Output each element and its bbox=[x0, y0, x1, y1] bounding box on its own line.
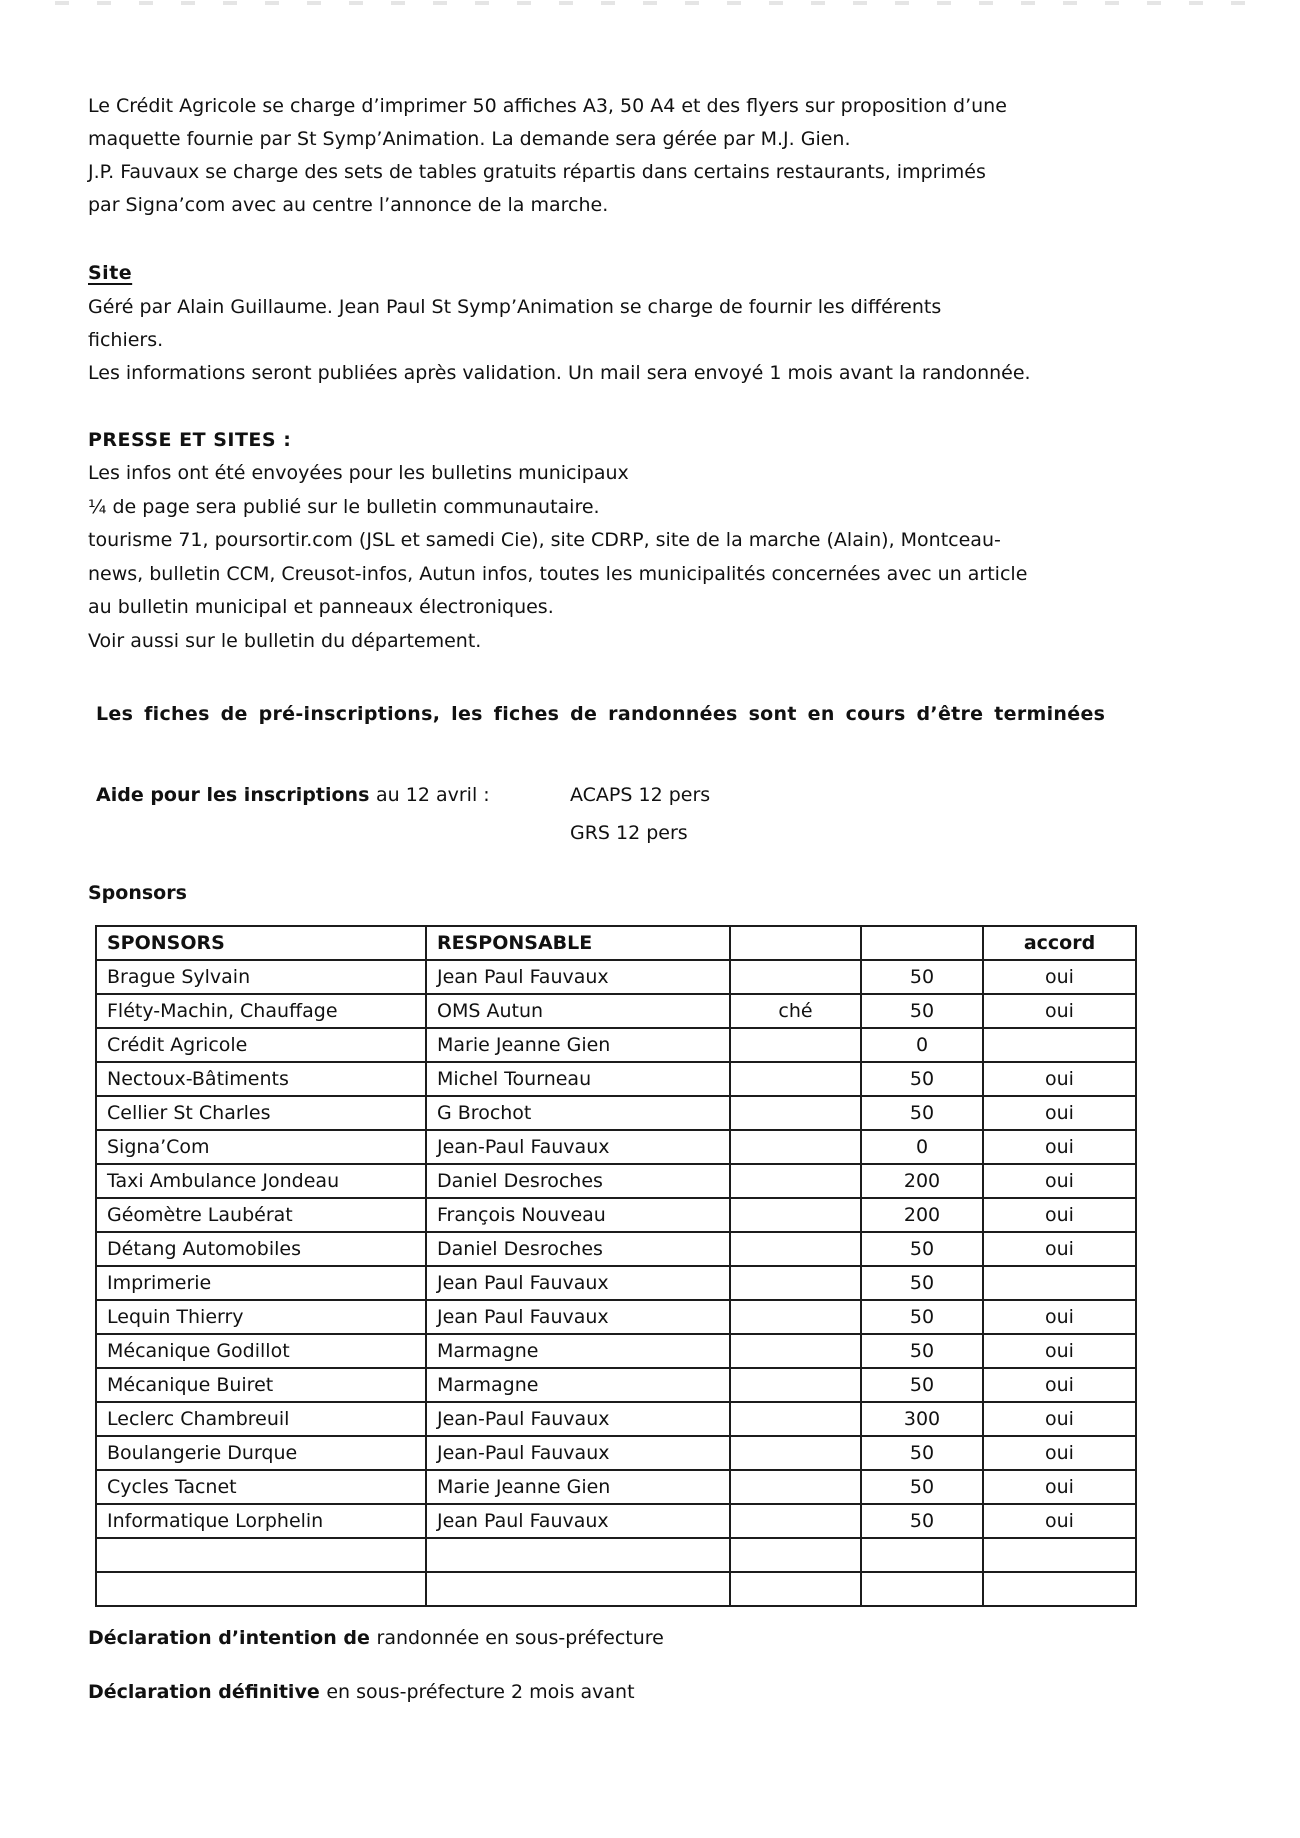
section-heading-presse: PRESSE ET SITES : bbox=[88, 429, 292, 451]
table-row bbox=[96, 1402, 1136, 1436]
cell-accord: oui bbox=[983, 1334, 1136, 1368]
cell-col3 bbox=[730, 1402, 861, 1436]
text-line: ¼ de page sera publié sur le bulletin communautaire. bbox=[88, 495, 600, 518]
declaration-definitive-rest: en sous-préfecture 2 mois avant bbox=[326, 1681, 635, 1703]
cell-sponsor: Boulangerie Durque bbox=[96, 1436, 426, 1470]
text-line: Les infos ont été envoyées pour les bulletins municipaux bbox=[88, 462, 629, 484]
table-row bbox=[96, 1436, 1136, 1470]
cell-responsable bbox=[426, 1572, 730, 1606]
declaration-definitive-bold: Déclaration définitive bbox=[88, 1681, 320, 1703]
table-row bbox=[96, 1096, 1136, 1130]
text-line: Voir aussi sur le bulletin du département. bbox=[88, 629, 482, 652]
cell-responsable: Jean Paul Fauvaux bbox=[426, 960, 730, 994]
cell-col3 bbox=[730, 1538, 861, 1572]
aide-label-bold: Aide pour les inscriptions bbox=[96, 784, 370, 806]
cell-montant: 50 bbox=[861, 1266, 983, 1300]
cell-montant bbox=[861, 1572, 983, 1606]
cell-accord: oui bbox=[983, 1300, 1136, 1334]
cell-accord: oui bbox=[983, 1232, 1136, 1266]
cell-responsable: Jean-Paul Fauvaux bbox=[426, 1402, 730, 1436]
cell-sponsor: Cycles Tacnet bbox=[96, 1470, 426, 1504]
text-line: news, bulletin CCM, Creusot-infos, Autun infos, toutes les municipalités concernées avec un article bbox=[88, 562, 1028, 585]
table-row bbox=[96, 1504, 1136, 1538]
cell-responsable: Marmagne bbox=[426, 1334, 730, 1368]
cell-responsable: Jean Paul Fauvaux bbox=[426, 1300, 730, 1334]
sponsors-label: Sponsors bbox=[88, 882, 187, 904]
text-line: par Signa’com avec au centre l’annonce de la marche. bbox=[88, 194, 609, 216]
sponsors-table bbox=[95, 925, 1137, 1607]
cell-col3 bbox=[730, 1096, 861, 1130]
table-header-row bbox=[96, 926, 1136, 960]
text-line: Le Crédit Agricole se charge d’imprimer 50 affiches A3, 50 A4 et des flyers sur proposition d’une bbox=[88, 95, 1007, 117]
table-row bbox=[96, 1028, 1136, 1062]
text-line: maquette fournie par St Symp’Animation. La demande sera gérée par M.J. Gien. bbox=[88, 128, 851, 150]
cell-sponsor: Signa’Com bbox=[96, 1130, 426, 1164]
cell-col3: ché bbox=[730, 994, 861, 1028]
cell-responsable: Michel Tourneau bbox=[426, 1062, 730, 1096]
cell-responsable: OMS Autun bbox=[426, 994, 730, 1028]
declaration-intention bbox=[88, 1622, 664, 1655]
section-heading-site: Site bbox=[88, 262, 133, 284]
cell-col3 bbox=[730, 1028, 861, 1062]
cell-responsable: Jean-Paul Fauvaux bbox=[426, 1130, 730, 1164]
table-row bbox=[96, 1062, 1136, 1096]
cell-responsable: François Nouveau bbox=[426, 1198, 730, 1232]
cell-montant: 50 bbox=[861, 1504, 983, 1538]
cell-sponsor bbox=[96, 1538, 426, 1572]
cell-col3 bbox=[730, 1130, 861, 1164]
note-fiches: Les fiches de pré-inscriptions, les fiches de randonnées sont en cours d’être terminées bbox=[96, 703, 1106, 725]
declaration-intention-bold: Déclaration d’intention de bbox=[88, 1627, 370, 1649]
cell-montant: 200 bbox=[861, 1164, 983, 1198]
cell-accord: oui bbox=[983, 994, 1136, 1028]
cell-col3 bbox=[730, 1504, 861, 1538]
cell-col3 bbox=[730, 1232, 861, 1266]
cell-montant: 50 bbox=[861, 1470, 983, 1504]
cell-sponsor: Leclerc Chambreuil bbox=[96, 1402, 426, 1436]
cell-montant: 0 bbox=[861, 1028, 983, 1062]
table-row bbox=[96, 1470, 1136, 1504]
cell-sponsor: Imprimerie bbox=[96, 1266, 426, 1300]
column-header-blank-1 bbox=[730, 926, 861, 960]
cell-montant: 50 bbox=[861, 1368, 983, 1402]
table-row bbox=[96, 1164, 1136, 1198]
cell-responsable: G Brochot bbox=[426, 1096, 730, 1130]
aide-value-grs: GRS 12 pers bbox=[570, 822, 688, 844]
text-line: fichiers. bbox=[88, 329, 164, 351]
column-header-blank-2 bbox=[861, 926, 983, 960]
cell-montant: 300 bbox=[861, 1402, 983, 1436]
text-line: au bulletin municipal et panneaux électroniques. bbox=[88, 596, 554, 618]
cell-montant: 50 bbox=[861, 1436, 983, 1470]
table-row bbox=[96, 1232, 1136, 1266]
cell-sponsor: Crédit Agricole bbox=[96, 1028, 426, 1062]
table-row bbox=[96, 1198, 1136, 1232]
cell-montant: 50 bbox=[861, 1232, 983, 1266]
cell-responsable: Jean-Paul Fauvaux bbox=[426, 1436, 730, 1470]
cell-responsable: Jean Paul Fauvaux bbox=[426, 1504, 730, 1538]
cell-accord: oui bbox=[983, 1504, 1136, 1538]
text-line: tourisme 71, poursortir.com (JSL et samedi Cie), site CDRP, site de la marche (Alain), Montceau- bbox=[88, 529, 1001, 551]
cell-responsable: Marmagne bbox=[426, 1368, 730, 1402]
cell-responsable: Jean Paul Fauvaux bbox=[426, 1266, 730, 1300]
cell-sponsor: Taxi Ambulance Jondeau bbox=[96, 1164, 426, 1198]
table-row-empty bbox=[96, 1572, 1136, 1606]
cell-accord: oui bbox=[983, 1164, 1136, 1198]
cell-sponsor bbox=[96, 1572, 426, 1606]
text-line: Les informations seront publiées après validation. Un mail sera envoyé 1 mois avant la randonnée. bbox=[88, 362, 1031, 384]
paragraph-impression bbox=[88, 90, 1007, 222]
cell-sponsor: Géomètre Laubérat bbox=[96, 1198, 426, 1232]
paragraph-site bbox=[88, 291, 1031, 390]
table-row bbox=[96, 1130, 1136, 1164]
cell-col3 bbox=[730, 1164, 861, 1198]
aide-value-acaps: ACAPS 12 pers bbox=[570, 784, 711, 806]
cell-responsable: Daniel Desroches bbox=[426, 1232, 730, 1266]
table-row bbox=[96, 994, 1136, 1028]
cell-sponsor: Mécanique Buiret bbox=[96, 1368, 426, 1402]
cell-montant: 50 bbox=[861, 1300, 983, 1334]
table-row bbox=[96, 960, 1136, 994]
cell-montant: 50 bbox=[861, 960, 983, 994]
cell-accord: oui bbox=[983, 1096, 1136, 1130]
table-row bbox=[96, 1368, 1136, 1402]
cell-col3 bbox=[730, 1300, 861, 1334]
table-row bbox=[96, 1266, 1136, 1300]
cell-col3 bbox=[730, 1572, 861, 1606]
cell-col3 bbox=[730, 1266, 861, 1300]
cell-montant: 50 bbox=[861, 994, 983, 1028]
cell-accord bbox=[983, 1028, 1136, 1062]
column-header-accord: accord bbox=[983, 926, 1136, 960]
table-row-empty bbox=[96, 1538, 1136, 1572]
cell-accord: oui bbox=[983, 1436, 1136, 1470]
cell-col3 bbox=[730, 1436, 861, 1470]
cell-accord: oui bbox=[983, 1130, 1136, 1164]
cell-montant bbox=[861, 1538, 983, 1572]
cell-sponsor: Brague Sylvain bbox=[96, 960, 426, 994]
cell-sponsor: Mécanique Godillot bbox=[96, 1334, 426, 1368]
cell-col3 bbox=[730, 1198, 861, 1232]
cell-sponsor: Fléty-Machin, Chauffage bbox=[96, 994, 426, 1028]
cell-col3 bbox=[730, 1368, 861, 1402]
cell-accord: oui bbox=[983, 1470, 1136, 1504]
text-line: J.P. Fauvaux se charge des sets de tables gratuits répartis dans certains restaurants, imprimés bbox=[88, 161, 986, 183]
cell-accord bbox=[983, 1266, 1136, 1300]
cell-montant: 200 bbox=[861, 1198, 983, 1232]
cell-responsable bbox=[426, 1538, 730, 1572]
cell-sponsor: Lequin Thierry bbox=[96, 1300, 426, 1334]
cell-montant: 0 bbox=[861, 1130, 983, 1164]
cell-responsable: Marie Jeanne Gien bbox=[426, 1470, 730, 1504]
column-header-responsable: RESPONSABLE bbox=[426, 926, 730, 960]
cell-col3 bbox=[730, 1062, 861, 1096]
cell-col3 bbox=[730, 960, 861, 994]
cell-accord: oui bbox=[983, 1368, 1136, 1402]
cell-accord: oui bbox=[983, 1402, 1136, 1436]
cell-accord: oui bbox=[983, 1062, 1136, 1096]
declaration-definitive bbox=[88, 1676, 635, 1709]
cell-accord bbox=[983, 1538, 1136, 1572]
text-line: Géré par Alain Guillaume. Jean Paul St Symp’Animation se charge de fournir les différents bbox=[88, 296, 942, 318]
cell-accord bbox=[983, 1572, 1136, 1606]
column-header-sponsors: SPONSORS bbox=[96, 926, 426, 960]
cell-montant: 50 bbox=[861, 1062, 983, 1096]
table-row bbox=[96, 1300, 1136, 1334]
cell-col3 bbox=[730, 1334, 861, 1368]
cell-sponsor: Cellier St Charles bbox=[96, 1096, 426, 1130]
aide-inscriptions-line bbox=[96, 779, 490, 812]
cell-sponsor: Informatique Lorphelin bbox=[96, 1504, 426, 1538]
cell-accord: oui bbox=[983, 960, 1136, 994]
declaration-intention-rest: randonnée en sous-préfecture bbox=[376, 1627, 664, 1649]
table-row bbox=[96, 1334, 1136, 1368]
cell-col3 bbox=[730, 1470, 861, 1504]
aide-label-rest: au 12 avril : bbox=[376, 784, 490, 806]
cell-responsable: Daniel Desroches bbox=[426, 1164, 730, 1198]
paragraph-presse bbox=[88, 457, 1027, 658]
cell-accord: oui bbox=[983, 1198, 1136, 1232]
cell-responsable: Marie Jeanne Gien bbox=[426, 1028, 730, 1062]
cell-sponsor: Détang Automobiles bbox=[96, 1232, 426, 1266]
cell-montant: 50 bbox=[861, 1096, 983, 1130]
cell-montant: 50 bbox=[861, 1334, 983, 1368]
cell-sponsor: Nectoux-Bâtiments bbox=[96, 1062, 426, 1096]
scan-artifact-top bbox=[55, 1, 1270, 5]
